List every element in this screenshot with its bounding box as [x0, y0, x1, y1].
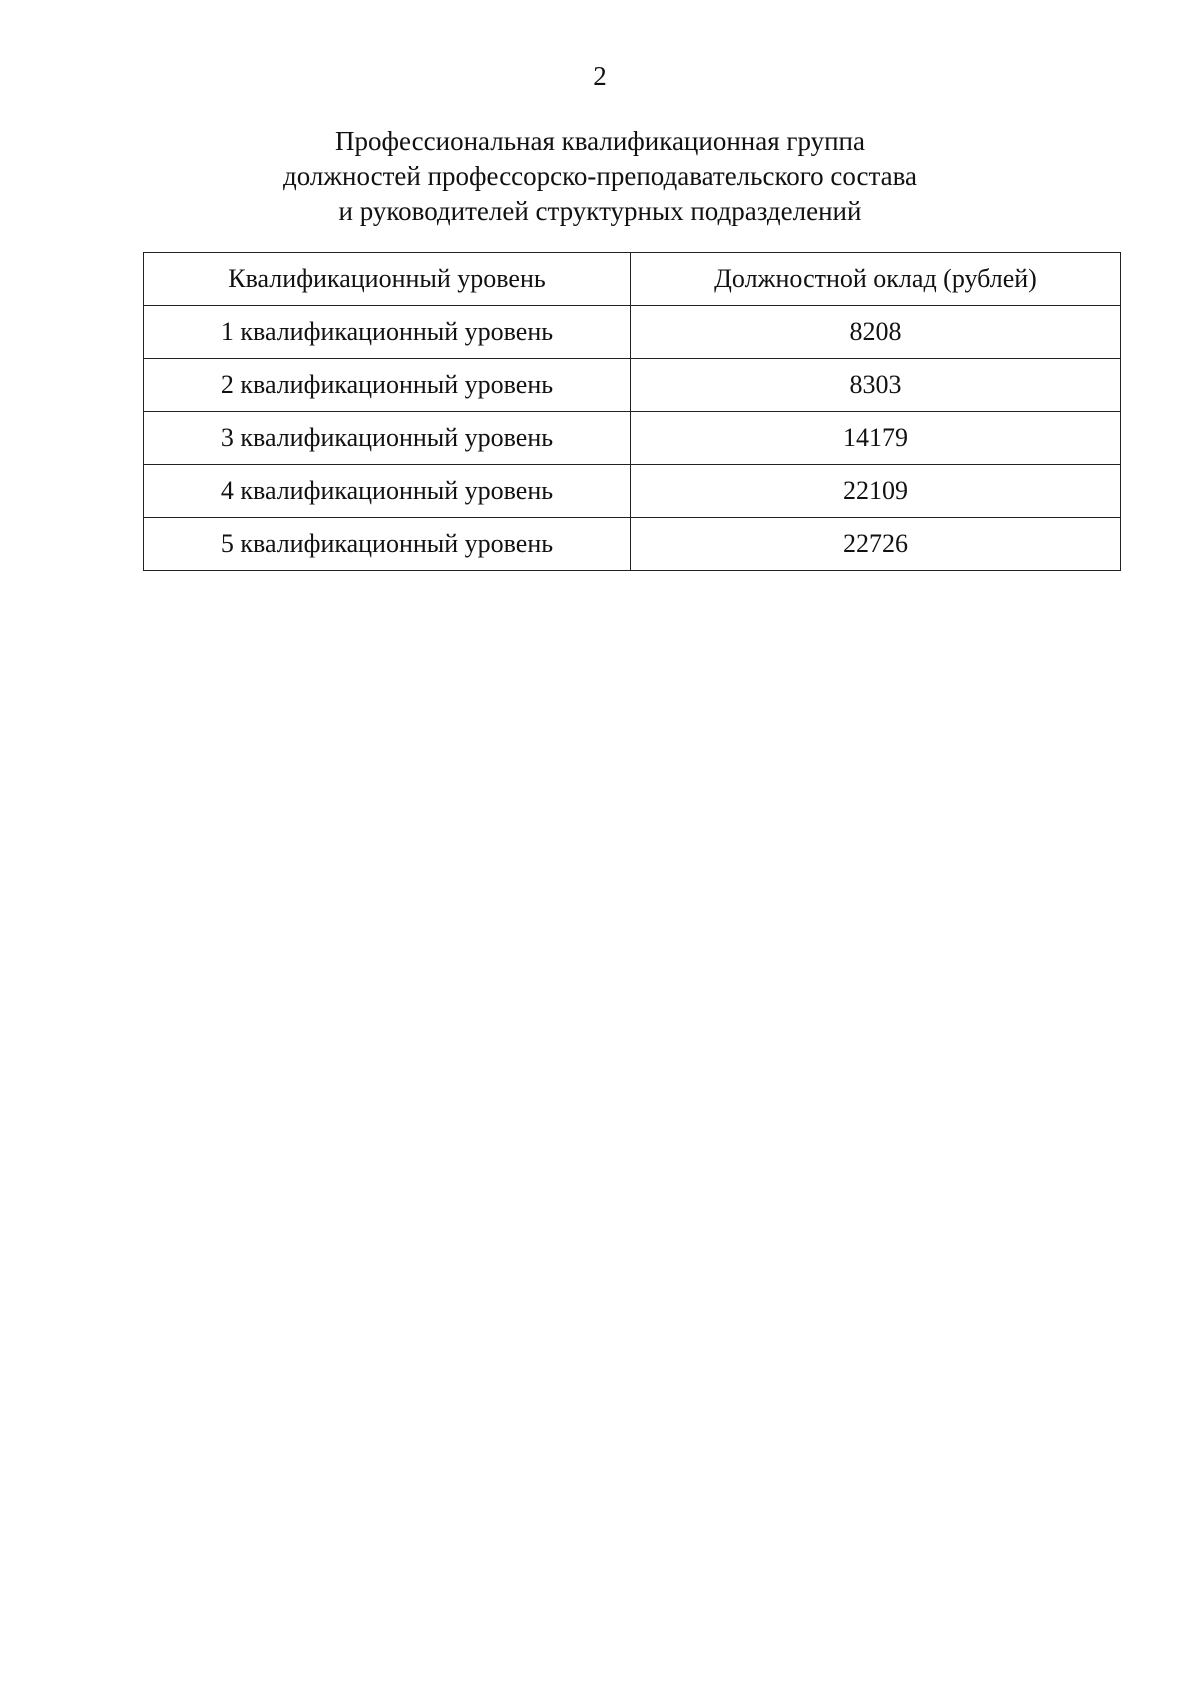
table-row: [144, 412, 1121, 465]
column-header-level: Квалификационный уровень: [144, 253, 631, 306]
salary-cell: 8208: [631, 306, 1121, 359]
salary-cell: 14179: [631, 412, 1121, 465]
table-header-row: [144, 253, 1121, 306]
page-number: 2: [593, 61, 607, 91]
table-row: [144, 306, 1121, 359]
salary-cell: 22726: [631, 518, 1121, 571]
salary-cell: 22109: [631, 465, 1121, 518]
level-cell: 2 квалификационный уровень: [144, 359, 631, 412]
heading-line: должностей профессорско-преподавательского состава: [283, 161, 917, 191]
salary-cell: 8303: [631, 359, 1121, 412]
salary-table-container: [143, 252, 1120, 571]
heading-line: Профессиональная квалификационная группа: [335, 126, 865, 156]
level-cell: 1 квалификационный уровень: [144, 306, 631, 359]
table-row: [144, 518, 1121, 571]
level-cell: 4 квалификационный уровень: [144, 465, 631, 518]
table-row: [144, 465, 1121, 518]
heading-line: и руководителей структурных подразделений: [338, 196, 862, 226]
level-cell: 5 квалификационный уровень: [144, 518, 631, 571]
level-cell: 3 квалификационный уровень: [144, 412, 631, 465]
salary-table: [143, 252, 1121, 571]
table-row: [144, 359, 1121, 412]
document-heading: [0, 124, 1200, 229]
column-header-salary: Должностной оклад (рублей): [631, 253, 1121, 306]
